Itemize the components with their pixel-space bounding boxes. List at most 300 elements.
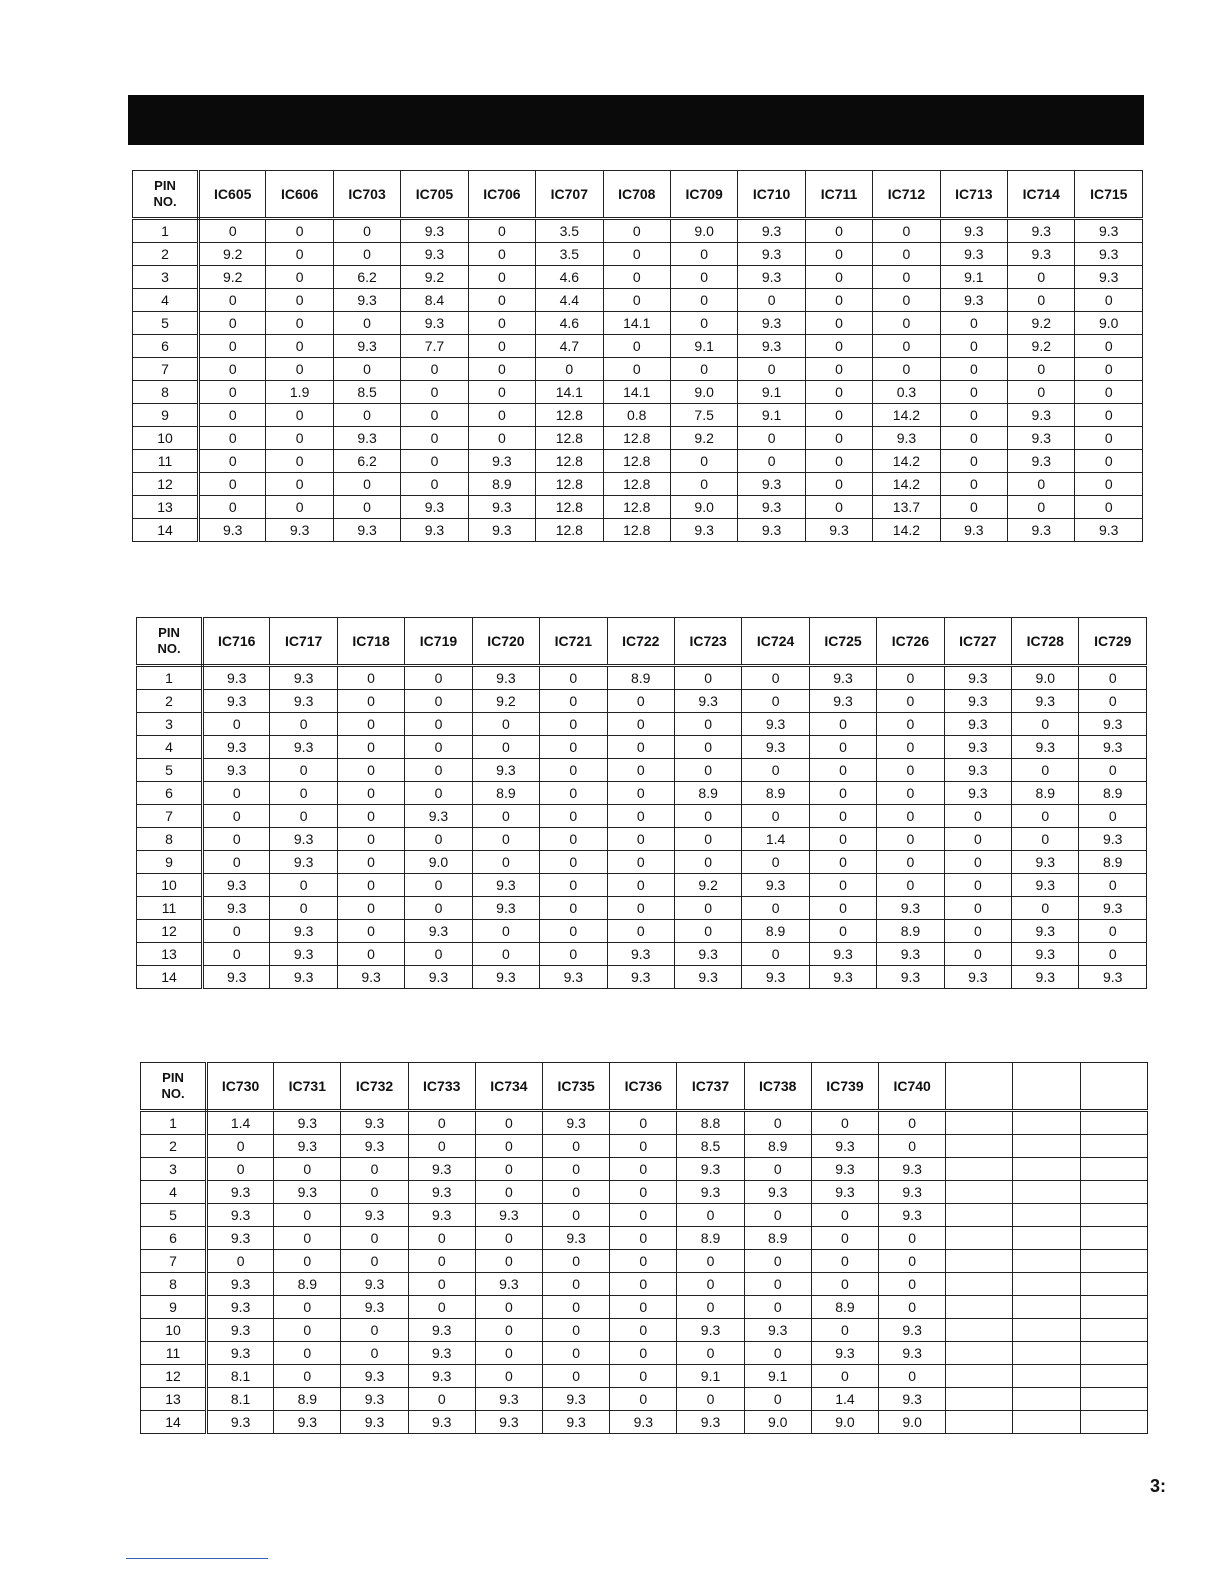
voltage-cell (946, 1135, 1013, 1158)
voltage-cell: 9.3 (944, 713, 1011, 736)
voltage-cell: 9.3 (203, 690, 270, 713)
voltage-cell: 0 (674, 851, 741, 874)
pin-number-cell: 1 (141, 1111, 207, 1135)
voltage-table-2 (136, 617, 1147, 989)
voltage-cell: 0 (805, 312, 872, 335)
voltage-cell: 9.3 (1079, 713, 1147, 736)
voltage-cell: 9.3 (475, 1388, 542, 1411)
voltage-cell: 0 (940, 450, 1007, 473)
voltage-cell: 9.3 (1008, 219, 1075, 243)
pin-number-cell: 9 (137, 851, 203, 874)
table-row (137, 966, 1147, 989)
pin-number-cell: 6 (133, 335, 199, 358)
voltage-cell: 9.0 (1012, 666, 1079, 690)
voltage-cell: 0 (610, 1365, 677, 1388)
voltage-cell: 9.3 (738, 335, 805, 358)
voltage-cell: 0 (475, 1342, 542, 1365)
voltage-cell: 12.8 (536, 473, 603, 496)
table-row (133, 219, 1143, 243)
voltage-cell: 0 (607, 736, 674, 759)
voltage-cell: 0 (468, 266, 535, 289)
voltage-cell: 0 (274, 1250, 341, 1273)
table-row (141, 1135, 1148, 1158)
voltage-cell: 0 (475, 1296, 542, 1319)
ic-column-header: IC606 (266, 171, 333, 219)
voltage-cell: 0 (805, 473, 872, 496)
voltage-cell: 9.3 (1008, 450, 1075, 473)
voltage-cell: 0 (742, 759, 809, 782)
ic-column-header: IC716 (203, 618, 270, 666)
voltage-cell: 9.3 (1079, 828, 1147, 851)
voltage-cell: 9.3 (1075, 219, 1143, 243)
voltage-cell: 1.4 (207, 1111, 274, 1135)
table-row (137, 713, 1147, 736)
ic-column-header: IC715 (1075, 171, 1143, 219)
voltage-cell: 9.3 (270, 690, 337, 713)
voltage-cell: 9.2 (401, 266, 468, 289)
voltage-cell: 0.8 (603, 404, 670, 427)
voltage-cell: 0 (199, 312, 266, 335)
voltage-cell: 0 (337, 874, 404, 897)
pin-number-header (133, 171, 199, 219)
voltage-cell: 8.1 (207, 1365, 274, 1388)
voltage-cell: 0 (475, 1135, 542, 1158)
voltage-cell: 0 (677, 1342, 744, 1365)
table-row (137, 874, 1147, 897)
voltage-cell: 9.3 (674, 943, 741, 966)
voltage-cell: 0 (873, 335, 940, 358)
voltage-cell: 0 (475, 1181, 542, 1204)
voltage-cell: 0 (543, 1342, 610, 1365)
voltage-cell: 9.2 (670, 427, 737, 450)
voltage-cell: 0 (879, 1227, 946, 1250)
voltage-cell: 0 (401, 381, 468, 404)
voltage-cell: 0 (274, 1296, 341, 1319)
voltage-cell: 9.0 (1075, 312, 1143, 335)
voltage-cell (946, 1296, 1013, 1319)
voltage-cell: 0 (337, 828, 404, 851)
voltage-cell (1013, 1365, 1080, 1388)
voltage-cell: 0 (805, 243, 872, 266)
voltage-cell: 0 (270, 897, 337, 920)
voltage-cell: 8.1 (207, 1388, 274, 1411)
ic-column-header: IC723 (674, 618, 741, 666)
voltage-cell: 9.0 (405, 851, 472, 874)
voltage-cell (1080, 1227, 1147, 1250)
pin-number-cell: 13 (141, 1388, 207, 1411)
voltage-cell: 0 (1079, 759, 1147, 782)
voltage-cell: 9.3 (742, 713, 809, 736)
voltage-cell: 7.7 (401, 335, 468, 358)
voltage-cell (1080, 1158, 1147, 1181)
voltage-cell: 0 (603, 289, 670, 312)
pin-number-header (141, 1063, 207, 1111)
voltage-cell: 0 (540, 805, 607, 828)
voltage-cell: 0 (274, 1227, 341, 1250)
voltage-cell: 9.3 (742, 874, 809, 897)
voltage-cell: 9.3 (677, 1158, 744, 1181)
pin-number-cell: 7 (133, 358, 199, 381)
voltage-cell: 0 (670, 243, 737, 266)
voltage-cell: 0 (337, 759, 404, 782)
voltage-cell: 0 (940, 358, 1007, 381)
voltage-cell: 0 (738, 427, 805, 450)
voltage-cell: 0 (1012, 805, 1079, 828)
voltage-cell: 12.8 (603, 519, 670, 542)
voltage-cell: 0 (670, 358, 737, 381)
voltage-cell: 0 (337, 713, 404, 736)
voltage-cell: 0 (677, 1273, 744, 1296)
voltage-cell: 0 (805, 358, 872, 381)
voltage-cell: 0 (805, 404, 872, 427)
voltage-cell: 0 (677, 1204, 744, 1227)
voltage-cell: 0 (266, 335, 333, 358)
voltage-cell: 9.3 (877, 897, 944, 920)
header-row (141, 1063, 1148, 1111)
voltage-cell: 0 (607, 713, 674, 736)
voltage-cell: 9.3 (207, 1411, 274, 1434)
voltage-cell: 0 (677, 1250, 744, 1273)
ic-column-header: IC718 (337, 618, 404, 666)
voltage-cell (1013, 1319, 1080, 1342)
voltage-cell: 9.3 (341, 1365, 408, 1388)
voltage-cell: 9.3 (270, 851, 337, 874)
voltage-cell: 0 (809, 805, 876, 828)
voltage-cell: 0 (738, 358, 805, 381)
voltage-cell: 0 (472, 828, 539, 851)
voltage-cell: 9.3 (401, 219, 468, 243)
voltage-cell: 9.3 (1012, 920, 1079, 943)
voltage-cell (946, 1411, 1013, 1434)
voltage-cell: 9.3 (1075, 243, 1143, 266)
voltage-cell: 0 (738, 450, 805, 473)
voltage-cell: 0 (879, 1111, 946, 1135)
voltage-cell: 0 (203, 713, 270, 736)
voltage-cell: 0 (805, 427, 872, 450)
pin-header-line2: NO. (153, 194, 177, 209)
voltage-cell: 9.3 (341, 1296, 408, 1319)
table-row (133, 358, 1143, 381)
voltage-cell: 0 (670, 312, 737, 335)
voltage-cell: 0 (337, 666, 404, 690)
voltage-cell (946, 1388, 1013, 1411)
voltage-cell: 0 (540, 759, 607, 782)
voltage-cell: 0 (266, 427, 333, 450)
voltage-cell: 0 (809, 782, 876, 805)
voltage-cell: 0 (877, 874, 944, 897)
ic-column-header: IC708 (603, 171, 670, 219)
voltage-cell: 0 (333, 219, 400, 243)
voltage-cell: 9.3 (207, 1204, 274, 1227)
table-row (133, 450, 1143, 473)
voltage-cell: 0 (674, 713, 741, 736)
voltage-cell: 9.3 (805, 519, 872, 542)
ic-column-header: IC725 (809, 618, 876, 666)
voltage-cell: 0 (677, 1296, 744, 1319)
voltage-cell: 9.3 (1008, 427, 1075, 450)
voltage-cell: 9.3 (405, 966, 472, 989)
voltage-cell: 0 (341, 1342, 408, 1365)
table-row (141, 1111, 1148, 1135)
ic-column-header: IC710 (738, 171, 805, 219)
voltage-cell: 9.3 (203, 897, 270, 920)
voltage-cell: 9.3 (341, 1111, 408, 1135)
voltage-cell: 4.4 (536, 289, 603, 312)
voltage-cell: 0 (341, 1158, 408, 1181)
voltage-cell: 0 (405, 690, 472, 713)
voltage-cell: 0 (468, 427, 535, 450)
voltage-cell: 12.8 (603, 473, 670, 496)
voltage-cell: 0 (670, 473, 737, 496)
voltage-cell: 0 (944, 851, 1011, 874)
voltage-cell (1080, 1135, 1147, 1158)
voltage-cell: 12.8 (603, 496, 670, 519)
table-row (141, 1411, 1148, 1434)
voltage-cell (946, 1342, 1013, 1365)
voltage-cell: 0 (744, 1296, 811, 1319)
table-row (137, 828, 1147, 851)
voltage-cell: 0 (607, 851, 674, 874)
voltage-cell: 0 (744, 1342, 811, 1365)
voltage-cell: 8.9 (742, 920, 809, 943)
ic-column-header: IC605 (199, 171, 266, 219)
voltage-cell: 9.3 (408, 1204, 475, 1227)
voltage-cell: 0 (744, 1204, 811, 1227)
voltage-cell: 9.3 (1008, 519, 1075, 542)
voltage-cell: 9.3 (341, 1388, 408, 1411)
voltage-cell: 0 (199, 496, 266, 519)
voltage-cell: 0 (341, 1319, 408, 1342)
voltage-cell: 9.3 (472, 759, 539, 782)
voltage-cell: 8.9 (1012, 782, 1079, 805)
pin-header-line1: PIN (154, 178, 176, 193)
voltage-cell: 9.3 (270, 966, 337, 989)
voltage-cell: 0 (333, 404, 400, 427)
pin-number-cell: 4 (137, 736, 203, 759)
voltage-cell: 0 (543, 1158, 610, 1181)
voltage-cell: 9.3 (207, 1296, 274, 1319)
pin-number-cell: 2 (141, 1135, 207, 1158)
voltage-cell: 1.4 (811, 1388, 878, 1411)
voltage-cell: 9.3 (940, 219, 1007, 243)
pin-number-cell: 5 (137, 759, 203, 782)
voltage-cell: 0 (1012, 897, 1079, 920)
voltage-cell: 0 (468, 404, 535, 427)
voltage-cell: 9.3 (879, 1158, 946, 1181)
voltage-cell: 0 (809, 897, 876, 920)
voltage-cell: 0 (207, 1135, 274, 1158)
voltage-cell: 9.3 (744, 1319, 811, 1342)
voltage-cell: 0 (1012, 759, 1079, 782)
voltage-cell: 0 (607, 759, 674, 782)
voltage-cell: 9.3 (408, 1411, 475, 1434)
voltage-cell: 0 (607, 920, 674, 943)
voltage-cell: 0 (670, 289, 737, 312)
voltage-cell: 0 (742, 666, 809, 690)
voltage-cell: 0 (944, 805, 1011, 828)
voltage-cell: 9.3 (1075, 266, 1143, 289)
voltage-cell: 0 (270, 713, 337, 736)
voltage-cell: 0 (1075, 335, 1143, 358)
pin-number-cell: 11 (137, 897, 203, 920)
voltage-cell: 9.3 (333, 335, 400, 358)
table-row (137, 736, 1147, 759)
page-number: 3: (1150, 1476, 1167, 1496)
voltage-cell: 9.3 (475, 1411, 542, 1434)
voltage-cell: 9.2 (1008, 312, 1075, 335)
voltage-cell: 0 (337, 690, 404, 713)
voltage-cell: 0 (742, 690, 809, 713)
voltage-cell: 9.3 (1012, 736, 1079, 759)
voltage-cell: 9.3 (809, 666, 876, 690)
voltage-cell: 0 (944, 874, 1011, 897)
voltage-cell: 9.3 (543, 1111, 610, 1135)
voltage-cell: 0 (405, 828, 472, 851)
voltage-cell: 0 (405, 874, 472, 897)
voltage-cell: 0 (940, 335, 1007, 358)
voltage-cell: 0 (940, 496, 1007, 519)
ic-column-header: IC740 (879, 1063, 946, 1111)
voltage-cell (1080, 1204, 1147, 1227)
voltage-cell: 0 (610, 1111, 677, 1135)
voltage-cell: 0 (540, 920, 607, 943)
voltage-cell: 0 (677, 1388, 744, 1411)
table-row (141, 1342, 1148, 1365)
voltage-cell: 9.3 (274, 1411, 341, 1434)
ic-column-header: IC739 (811, 1063, 878, 1111)
voltage-cell: 14.1 (603, 312, 670, 335)
voltage-cell: 4.6 (536, 312, 603, 335)
voltage-cell: 0 (475, 1227, 542, 1250)
voltage-cell: 9.3 (207, 1273, 274, 1296)
voltage-cell: 0 (274, 1342, 341, 1365)
voltage-cell: 9.3 (207, 1342, 274, 1365)
table-row (141, 1250, 1148, 1273)
voltage-cell: 0 (674, 920, 741, 943)
voltage-cell: 9.0 (744, 1411, 811, 1434)
voltage-cell (1013, 1181, 1080, 1204)
voltage-cell: 0 (738, 289, 805, 312)
voltage-cell: 0 (610, 1181, 677, 1204)
voltage-cell: 9.3 (401, 496, 468, 519)
voltage-cell: 0 (1012, 828, 1079, 851)
voltage-cell: 0 (805, 219, 872, 243)
table-row (137, 920, 1147, 943)
voltage-cell: 0 (811, 1365, 878, 1388)
voltage-cell: 9.3 (742, 966, 809, 989)
voltage-cell: 3.5 (536, 243, 603, 266)
voltage-cell: 0 (744, 1273, 811, 1296)
voltage-cell: 9.1 (738, 381, 805, 404)
voltage-cell: 9.3 (472, 966, 539, 989)
pin-number-cell: 10 (133, 427, 199, 450)
voltage-cell: 0 (540, 690, 607, 713)
ic-column-header: IC729 (1079, 618, 1147, 666)
pin-number-cell: 14 (137, 966, 203, 989)
voltage-cell: 9.3 (408, 1319, 475, 1342)
voltage-cell: 9.3 (540, 966, 607, 989)
voltage-cell: 8.9 (811, 1296, 878, 1319)
voltage-cell: 0 (475, 1365, 542, 1388)
voltage-cell (1080, 1111, 1147, 1135)
voltage-cell: 12.8 (603, 427, 670, 450)
voltage-cell: 0 (207, 1158, 274, 1181)
voltage-cell: 8.4 (401, 289, 468, 312)
voltage-cell: 9.3 (274, 1135, 341, 1158)
table-row (133, 312, 1143, 335)
pin-number-cell: 4 (141, 1181, 207, 1204)
ic-column-header: IC706 (468, 171, 535, 219)
voltage-cell: 4.7 (536, 335, 603, 358)
voltage-cell: 8.9 (677, 1227, 744, 1250)
voltage-cell: 9.3 (940, 519, 1007, 542)
voltage-cell: 9.3 (408, 1158, 475, 1181)
voltage-cell: 0 (610, 1204, 677, 1227)
voltage-cell: 0 (940, 312, 1007, 335)
voltage-cell: 0 (1008, 473, 1075, 496)
voltage-cell: 0 (873, 358, 940, 381)
voltage-cell: 9.3 (203, 759, 270, 782)
table-row (137, 690, 1147, 713)
voltage-cell: 8.9 (674, 782, 741, 805)
pin-number-cell: 8 (133, 381, 199, 404)
voltage-cell: 0 (940, 427, 1007, 450)
voltage-cell: 9.3 (401, 312, 468, 335)
voltage-cell: 9.3 (879, 1388, 946, 1411)
voltage-cell (946, 1365, 1013, 1388)
voltage-cell: 9.0 (879, 1411, 946, 1434)
voltage-cell: 9.3 (944, 666, 1011, 690)
voltage-cell: 0 (879, 1365, 946, 1388)
voltage-cell: 0 (1075, 289, 1143, 312)
pin-number-cell: 12 (133, 473, 199, 496)
voltage-cell: 0 (472, 851, 539, 874)
voltage-cell: 0 (1079, 943, 1147, 966)
voltage-cell: 0 (274, 1365, 341, 1388)
voltage-cell: 0 (1075, 404, 1143, 427)
pin-header-line1: PIN (162, 1070, 184, 1085)
voltage-cell: 12.8 (536, 450, 603, 473)
ic-column-header: IC730 (207, 1063, 274, 1111)
voltage-cell: 8.9 (742, 782, 809, 805)
voltage-cell: 0 (199, 450, 266, 473)
voltage-cell: 8.8 (677, 1111, 744, 1135)
voltage-cell: 9.0 (670, 496, 737, 519)
table-row (141, 1227, 1148, 1250)
voltage-cell: 0 (266, 243, 333, 266)
voltage-cell (1013, 1296, 1080, 1319)
voltage-table-3 (140, 1062, 1148, 1434)
voltage-cell: 0 (1008, 266, 1075, 289)
voltage-cell: 12.8 (603, 450, 670, 473)
ic-column-header: IC738 (744, 1063, 811, 1111)
ic-column-header: IC717 (270, 618, 337, 666)
voltage-cell: 0 (877, 713, 944, 736)
table-row (137, 805, 1147, 828)
voltage-cell: 14.2 (873, 450, 940, 473)
voltage-cell: 9.3 (674, 690, 741, 713)
voltage-cell: 0 (543, 1135, 610, 1158)
voltage-cell: 9.3 (199, 519, 266, 542)
voltage-cell: 9.0 (670, 219, 737, 243)
voltage-cell: 9.3 (610, 1411, 677, 1434)
ic-column-header: IC727 (944, 618, 1011, 666)
voltage-cell: 0 (607, 690, 674, 713)
voltage-cell: 0 (1079, 874, 1147, 897)
voltage-cell: 9.3 (1012, 851, 1079, 874)
ic-column-header: IC713 (940, 171, 1007, 219)
voltage-cell: 0.3 (873, 381, 940, 404)
